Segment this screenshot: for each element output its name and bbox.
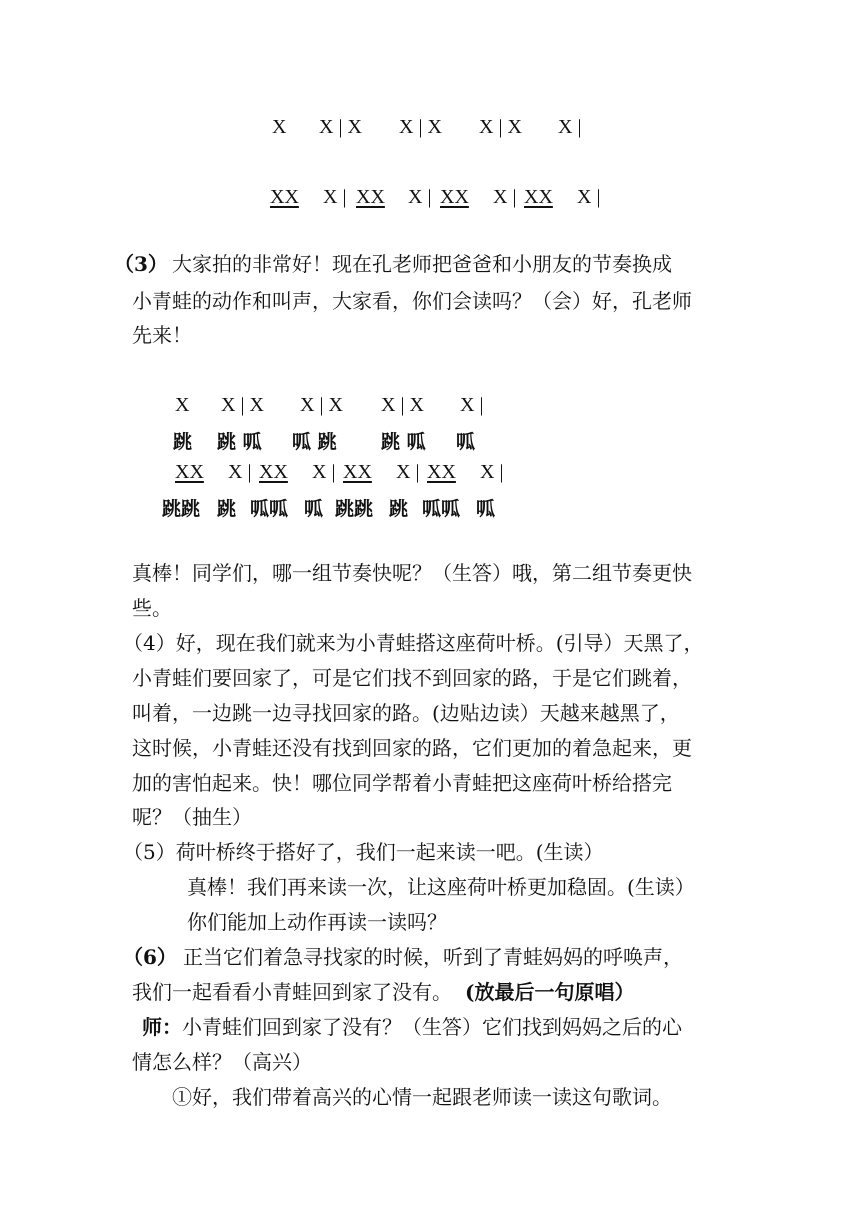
text-line: ①好，我们带着高兴的心情一起跟老师读一读这句歌词。 <box>172 1085 672 1109</box>
text-line: 情怎么样？（高兴） <box>132 1050 312 1074</box>
teacher-label: 师： <box>142 1015 182 1039</box>
text-line: 真棒！我们再来读一次，让这座荷叶桥更加稳固。(生读） <box>187 875 695 899</box>
text-line: 我们一起看看小青蛙回到家了没有。 <box>132 980 452 1004</box>
text-line: （4）好，现在我们就来为小青蛙搭这座荷叶桥。(引导）天黑了， <box>123 631 704 655</box>
text-line-bold: (放最后一句原唱） <box>465 980 635 1004</box>
rhythm-token: X | <box>558 116 582 138</box>
text-line: 小青蛙的动作和叫声，大家看，你们会读吗？（会）好，孔老师 <box>132 289 692 313</box>
rhythm-token: X <box>272 116 287 138</box>
rhythm-token: X | <box>228 461 252 483</box>
text-line: （5）荷叶桥终于搭好了，我们一起来读一吧。(生读） <box>123 840 604 864</box>
rhythm-token: X | X <box>300 394 343 416</box>
lyric-word: 跳 <box>389 498 409 520</box>
text-line: 正当它们着急寻找家的时候，听到了青蛙妈妈的呼唤声， <box>183 945 683 969</box>
text-line: 真棒！同学们，哪一组节奏快呢？（生答）哦，第二组节奏更快 <box>132 561 692 585</box>
lyric-word: 跳 <box>217 498 237 520</box>
lyric-word: 跳 呱 <box>381 431 426 453</box>
lyric-word: 跳 <box>173 431 193 453</box>
rhythm-eighth: XX <box>440 186 469 208</box>
text-line: 小青蛙们回到家了没有？（生答）它们找到妈妈之后的心 <box>182 1015 682 1039</box>
rhythm-eighth: XX <box>175 461 204 483</box>
lyric-word: 呱 <box>304 498 324 520</box>
rhythm-eighth: XX <box>270 186 299 208</box>
lyric-word: 跳 呱 <box>217 431 262 453</box>
lyric-word: 呱 <box>456 431 476 453</box>
section-number: （3） <box>114 252 168 276</box>
lyric-word: 呱呱 <box>422 498 461 520</box>
lyric-word: 跳跳 <box>162 498 201 520</box>
text-line: 先来！ <box>132 323 192 347</box>
lyric-word: 跳跳 <box>335 498 374 520</box>
rhythm-token: X | X <box>319 116 362 138</box>
rhythm-token: X | X <box>479 116 522 138</box>
rhythm-token: X | <box>396 461 420 483</box>
section-number: （6） <box>123 945 177 969</box>
rhythm-eighth: XX <box>524 186 553 208</box>
rhythm-token: X | X <box>221 394 264 416</box>
rhythm-token: X | <box>460 394 484 416</box>
text-line: 加的害怕起来。快！哪位同学帮着小青蛙把这座荷叶桥给搭完 <box>132 771 672 795</box>
text-line: 呢？（抽生） <box>132 805 252 829</box>
lyric-word: 呱 跳 <box>292 431 337 453</box>
rhythm-token: X | <box>323 186 347 208</box>
text-line: 这时候，小青蛙还没有找到回家的路，它们更加的着急起来，更 <box>132 736 692 760</box>
rhythm-token: X | X <box>381 394 424 416</box>
rhythm-token: X | <box>408 186 432 208</box>
text-line: 小青蛙们要回家了，可是它们找不到回家的路，于是它们跳着， <box>132 666 692 690</box>
text-line: 叫着，一边跳一边寻找回家的路。(边贴边读）天越来越黑了， <box>132 701 680 725</box>
rhythm-token: X | <box>493 186 517 208</box>
rhythm-token: X | <box>312 461 336 483</box>
lyric-word: 呱呱 <box>250 498 289 520</box>
rhythm-token: X <box>175 394 190 416</box>
rhythm-token: X | <box>577 186 601 208</box>
rhythm-token: X | <box>480 461 504 483</box>
text-line: 你们能加上动作再读一读吗？ <box>187 910 447 934</box>
rhythm-eighth: XX <box>343 461 372 483</box>
rhythm-eighth: XX <box>356 186 385 208</box>
rhythm-eighth: XX <box>259 461 288 483</box>
text-line: 大家拍的非常好！现在孔老师把爸爸和小朋友的节奏换成 <box>172 252 672 276</box>
lyric-word: 呱 <box>476 498 496 520</box>
text-line: 些。 <box>132 596 172 620</box>
rhythm-token: X | X <box>399 116 442 138</box>
rhythm-eighth: XX <box>427 461 456 483</box>
